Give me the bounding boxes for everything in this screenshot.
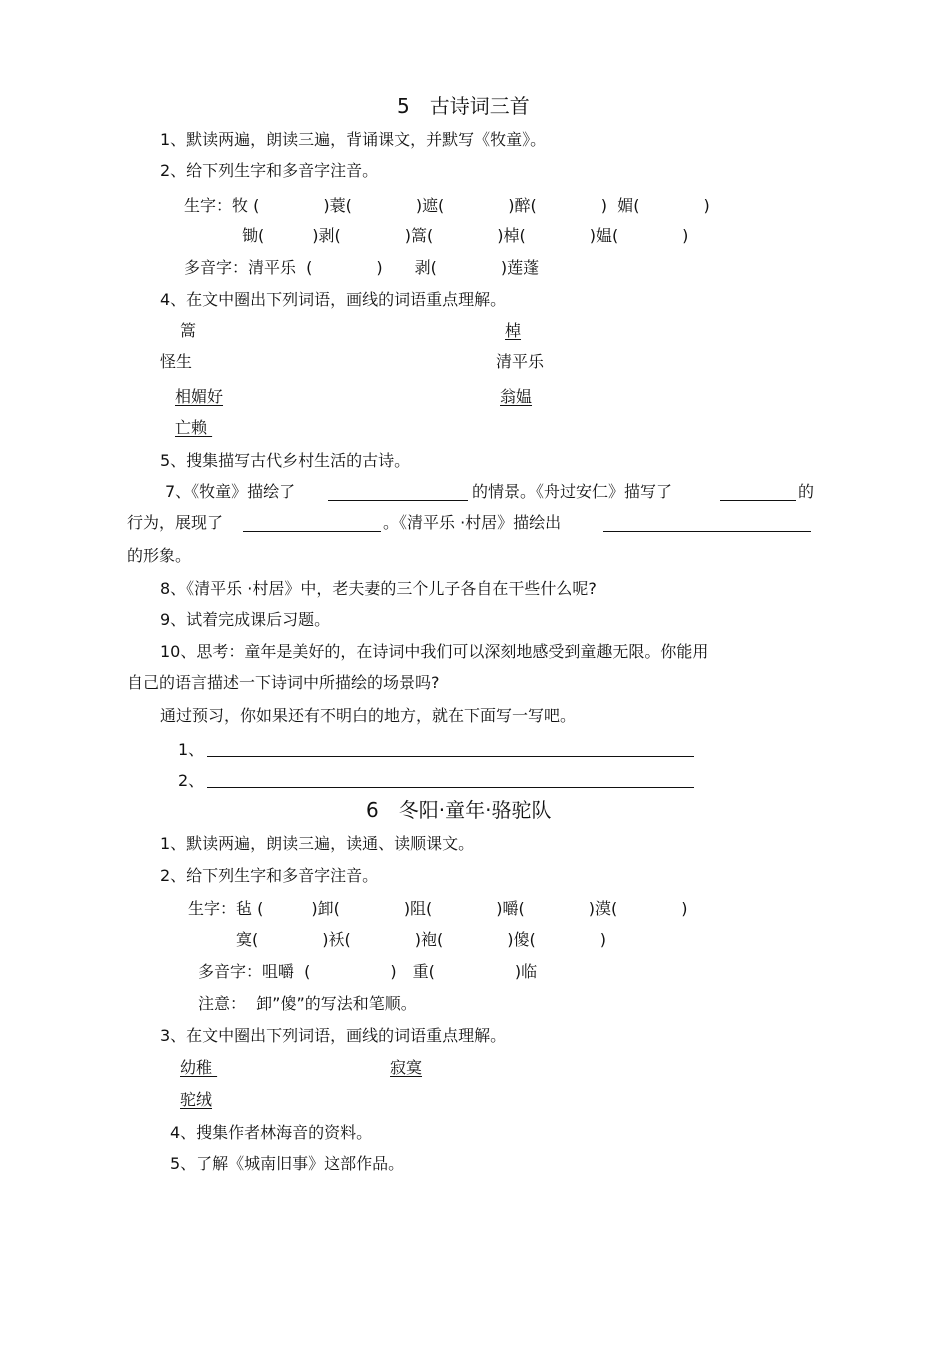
lesson5-answer-line-1[interactable] [207,756,694,757]
lesson5-word-zhao: 棹 [505,321,522,340]
lesson5-preview-prompt: 通过预习，你如果还有不明白的地方，就在下面写一写吧。 [160,706,577,725]
lesson5-question-4: 4、在文中圈出下列词语，画线的词语重点理解。 [160,290,507,309]
lesson5-question-7-part-c: 的 [798,482,815,501]
lesson5-question-2: 2、给下列生字和多音字注音。 [160,161,379,180]
lesson5-question-1: 1、默读两遍，朗读三遍，背诵课文，并默写《牧童》。 [160,130,547,149]
lesson5-question-8: 8、《清平乐 ·村居》中，老夫妻的三个儿子各自在干些什么呢? [160,579,597,598]
lesson5-word-wanglai: 亡赖 [175,418,213,437]
lesson5-q7-blank-3[interactable] [243,531,381,532]
lesson5-question-7-part-f: 的形象。 [127,546,192,565]
lesson6-question-5: 5、了解《城南旧事》这部作品。 [170,1154,405,1173]
lesson5-q7-blank-4[interactable] [603,531,811,532]
lesson5-question-7-part-b: 的情景。《舟过安仁》描写了 [472,482,673,501]
lesson6-question-3: 3、在文中圈出下列词语，画线的词语重点理解。 [160,1026,507,1045]
lesson5-blank-label-1: 1、 [178,740,205,759]
lesson5-title: 5 古诗词三首 [397,94,530,118]
lesson5-word-gao: 篙 [180,321,197,340]
lesson5-chars-row-1: 生字：牧 ( )蓑( )遮( )醉( ) 媚( ) [184,196,710,215]
lesson5-question-9: 9、试着完成课后习题。 [160,610,331,629]
lesson5-q7-blank-1[interactable] [328,500,468,501]
lesson6-title: 6 冬阳·童年·骆驼队 [366,798,552,822]
lesson5-question-10-line-2: 自己的语言描述一下诗词中所描绘的场景吗? [127,673,440,692]
lesson5-polyphones: 多音字：清平乐 ( ) 剥( )莲蓬 [184,258,540,277]
lesson5-question-10-line-1: 10、思考：童年是美好的，在诗词中我们可以深刻地感受到童趣无限。你能用 [160,642,709,661]
lesson6-question-4: 4、搜集作者林海音的资料。 [170,1123,373,1142]
lesson6-chars-row-1: 生字：毡 ( )卸( )阻( )嚼( )漠( ) [188,899,688,918]
lesson5-word-guaisheng: 怪生 [160,352,193,371]
lesson5-blank-label-2: 2、 [178,771,205,790]
lesson6-question-1: 1、默读两遍，朗读三遍，读通、读顺课文。 [160,834,475,853]
lesson6-chars-row-2: 寞( )袄( )袍( )傻( ) [236,930,606,949]
lesson5-word-wengao: 翁媪 [500,387,533,406]
lesson5-question-7-part-a: 7、《牧童》描绘了 [165,482,296,501]
lesson6-polyphones: 多音字：咀嚼 ( ) 重( )临 [198,962,538,981]
lesson5-word-xiangmeihao: 相媚好 [175,387,224,406]
lesson6-word-jimo: 寂寞 [390,1058,423,1077]
lesson5-chars-row-2: 锄( )剥( )篙( )棹( )媪( ) [242,226,689,245]
lesson5-answer-line-2[interactable] [207,787,694,788]
lesson5-question-5: 5、搜集描写古代乡村生活的古诗。 [160,451,411,470]
lesson6-word-youzhi: 幼稚 [180,1058,218,1077]
lesson6-note: 注意： 卸”傻”的写法和笔顺。 [198,994,417,1013]
lesson6-word-tuorong: 驼绒 [180,1090,213,1109]
lesson5-word-qingpingyue: 清平乐 [496,352,545,371]
lesson5-question-7-part-d: 行为，展现了 [127,513,224,532]
lesson5-q7-blank-2[interactable] [720,500,796,501]
lesson5-question-7-part-e: 。《清平乐 ·村居》描绘出 [383,513,562,532]
lesson6-question-2: 2、给下列生字和多音字注音。 [160,866,379,885]
